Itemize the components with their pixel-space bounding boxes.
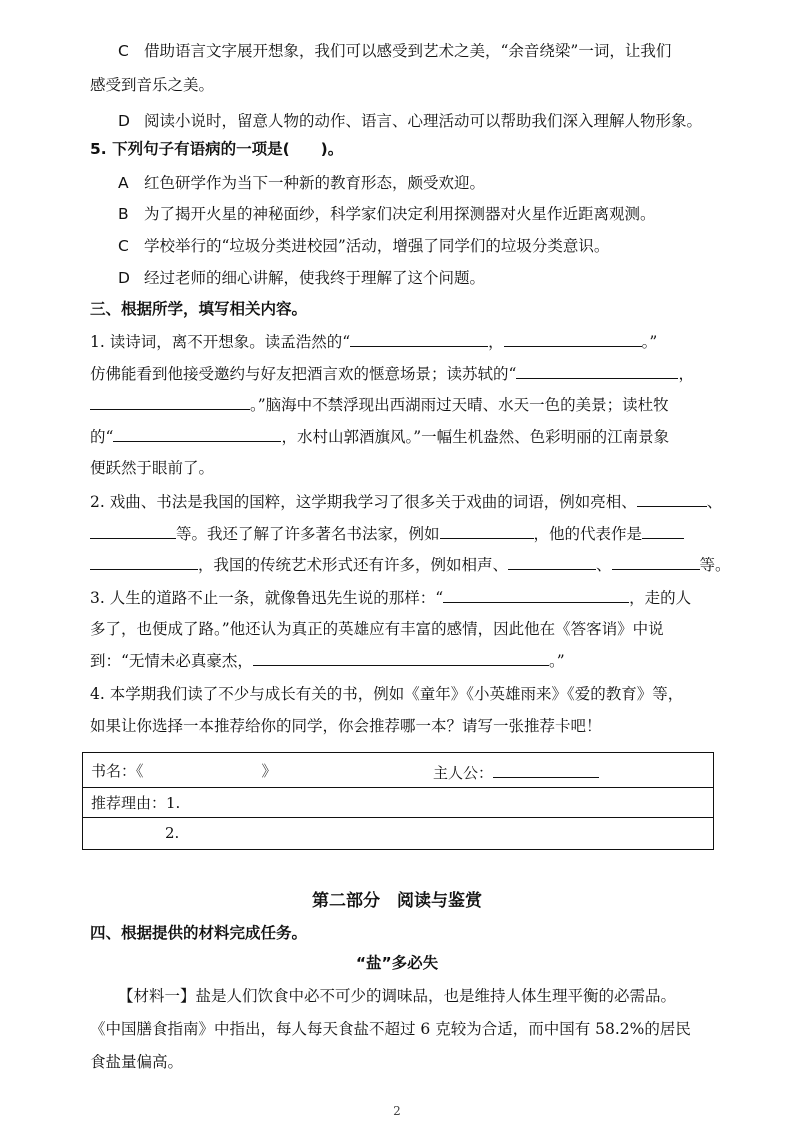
s3-q4-line2: 如果让你选择一本推荐给你的同学，你会推荐哪一本？请写一张推荐卡吧！ xyxy=(90,717,602,735)
fill-blank[interactable] xyxy=(516,362,678,379)
card-row-reason-1 xyxy=(83,787,713,818)
q5-option-c: C 学校举行的“垃圾分类进校园”活动，增强了同学们的垃圾分类意识。 xyxy=(118,237,610,255)
s3-q1-line4: 的“ ，水村山郭酒旗风。”一幅生机盎然、色彩明丽的江南景象 xyxy=(90,425,669,448)
s3-q1-line3: 。”脑海中不禁浮现出西湖雨过天晴、水天一色的美景；读杜牧 xyxy=(90,393,669,416)
s3-q1-line5: 便跃然于眼前了。 xyxy=(90,459,215,477)
fill-blank[interactable] xyxy=(90,393,250,410)
part2-title: 第二部分 阅读与鉴赏 xyxy=(312,891,482,911)
s3-q2-line3: ，我国的传统艺术形式还有许多，例如相声、 、 等。 xyxy=(90,553,731,576)
fill-blank[interactable] xyxy=(612,553,700,570)
fill-blank[interactable] xyxy=(253,649,549,666)
material1-line3: 食盐量偏高。 xyxy=(90,1053,184,1071)
section3-heading: 三、根据所学，填写相关内容。 xyxy=(90,300,308,318)
fill-blank[interactable] xyxy=(508,553,596,570)
q5-option-b: B 为了揭开火星的神秘面纱，科学家们决定利用探测器对火星作近距离观测。 xyxy=(118,205,656,223)
material1-line1: 【材料一】盐是人们饮食中必不可少的调味品，也是维持人体生理平衡的必需品。 xyxy=(118,987,677,1005)
s3-q4-line1: 4. 本学期我们读了不少与成长有关的书，例如《童年》《小英雄雨来》《爱的教育》等， xyxy=(90,685,684,703)
card-row-book xyxy=(83,753,713,788)
fill-blank[interactable] xyxy=(642,522,684,539)
article-title: “盐”多必失 xyxy=(355,954,439,972)
s3-q2-line2: 等。我还了解了许多著名书法家，例如 ，他的代表作是 xyxy=(90,522,684,545)
fill-blank[interactable] xyxy=(440,522,534,539)
book-name-field[interactable]: 书名：《 》 xyxy=(91,762,277,780)
fill-blank[interactable] xyxy=(113,425,281,442)
page-number: 2 xyxy=(393,1104,401,1118)
q5-option-d: D 经过老师的细心讲解，使我终于理解了这个问题。 xyxy=(118,269,486,287)
reason-1-field[interactable]: 推荐理由：1. xyxy=(91,794,181,812)
material1-line2: 《中国膳食指南》中指出，每人每天食盐不超过 6 克较为合适，而中国有 58.2%的居民 xyxy=(90,1020,691,1038)
fill-blank[interactable] xyxy=(637,490,707,507)
q5-option-a: A 红色研学作为当下一种新的教育形态，颇受欢迎。 xyxy=(118,174,486,192)
q5-stem: 5. 下列句子有语病的一项是( )。 xyxy=(90,140,344,158)
recommendation-card xyxy=(82,752,714,850)
protagonist-field[interactable]: 主人公： xyxy=(433,761,599,783)
s3-q2-line1: 2. 戏曲、书法是我国的国粹，这学期我学习了很多关于戏曲的词语，例如亮相、 、 xyxy=(90,490,722,513)
fill-blank[interactable] xyxy=(90,522,176,539)
s3-q3-line2: 多了，也便成了路。”他还认为真正的英雄应有丰富的感情，因此他在《答客诮》中说 xyxy=(90,620,664,638)
fill-blank[interactable] xyxy=(350,330,488,347)
fill-blank[interactable] xyxy=(90,553,198,570)
card-row-reason-2 xyxy=(83,817,713,849)
q4-option-d: D 阅读小说时，留意人物的动作、语言、心理活动可以帮助我们深入理解人物形象。 xyxy=(118,112,703,130)
s3-q1-line2: 仿佛能看到他接受邀约与好友把酒言欢的惬意场景；读苏轼的“ ， xyxy=(90,362,694,385)
section4-heading: 四、根据提供的材料完成任务。 xyxy=(90,924,308,942)
q4-option-c-cont: 感受到音乐之美。 xyxy=(90,76,215,94)
fill-blank[interactable] xyxy=(504,330,642,347)
s3-q3-line1: 3. 人生的道路不止一条，就像鲁迅先生说的那样：“ ，走的人 xyxy=(90,586,691,609)
fill-blank[interactable] xyxy=(443,586,629,603)
reason-2-field[interactable]: 2. xyxy=(165,824,180,842)
q4-option-c: C 借助语言文字展开想象，我们可以感受到艺术之美，“余音绕梁”一词，让我们 xyxy=(118,42,672,60)
fill-blank[interactable] xyxy=(493,761,599,778)
s3-q3-line3: 到：“无情未必真豪杰， 。” xyxy=(90,649,565,672)
s3-q1-line1: 1. 读诗词，离不开想象。读孟浩然的“ ， 。” xyxy=(90,330,657,353)
